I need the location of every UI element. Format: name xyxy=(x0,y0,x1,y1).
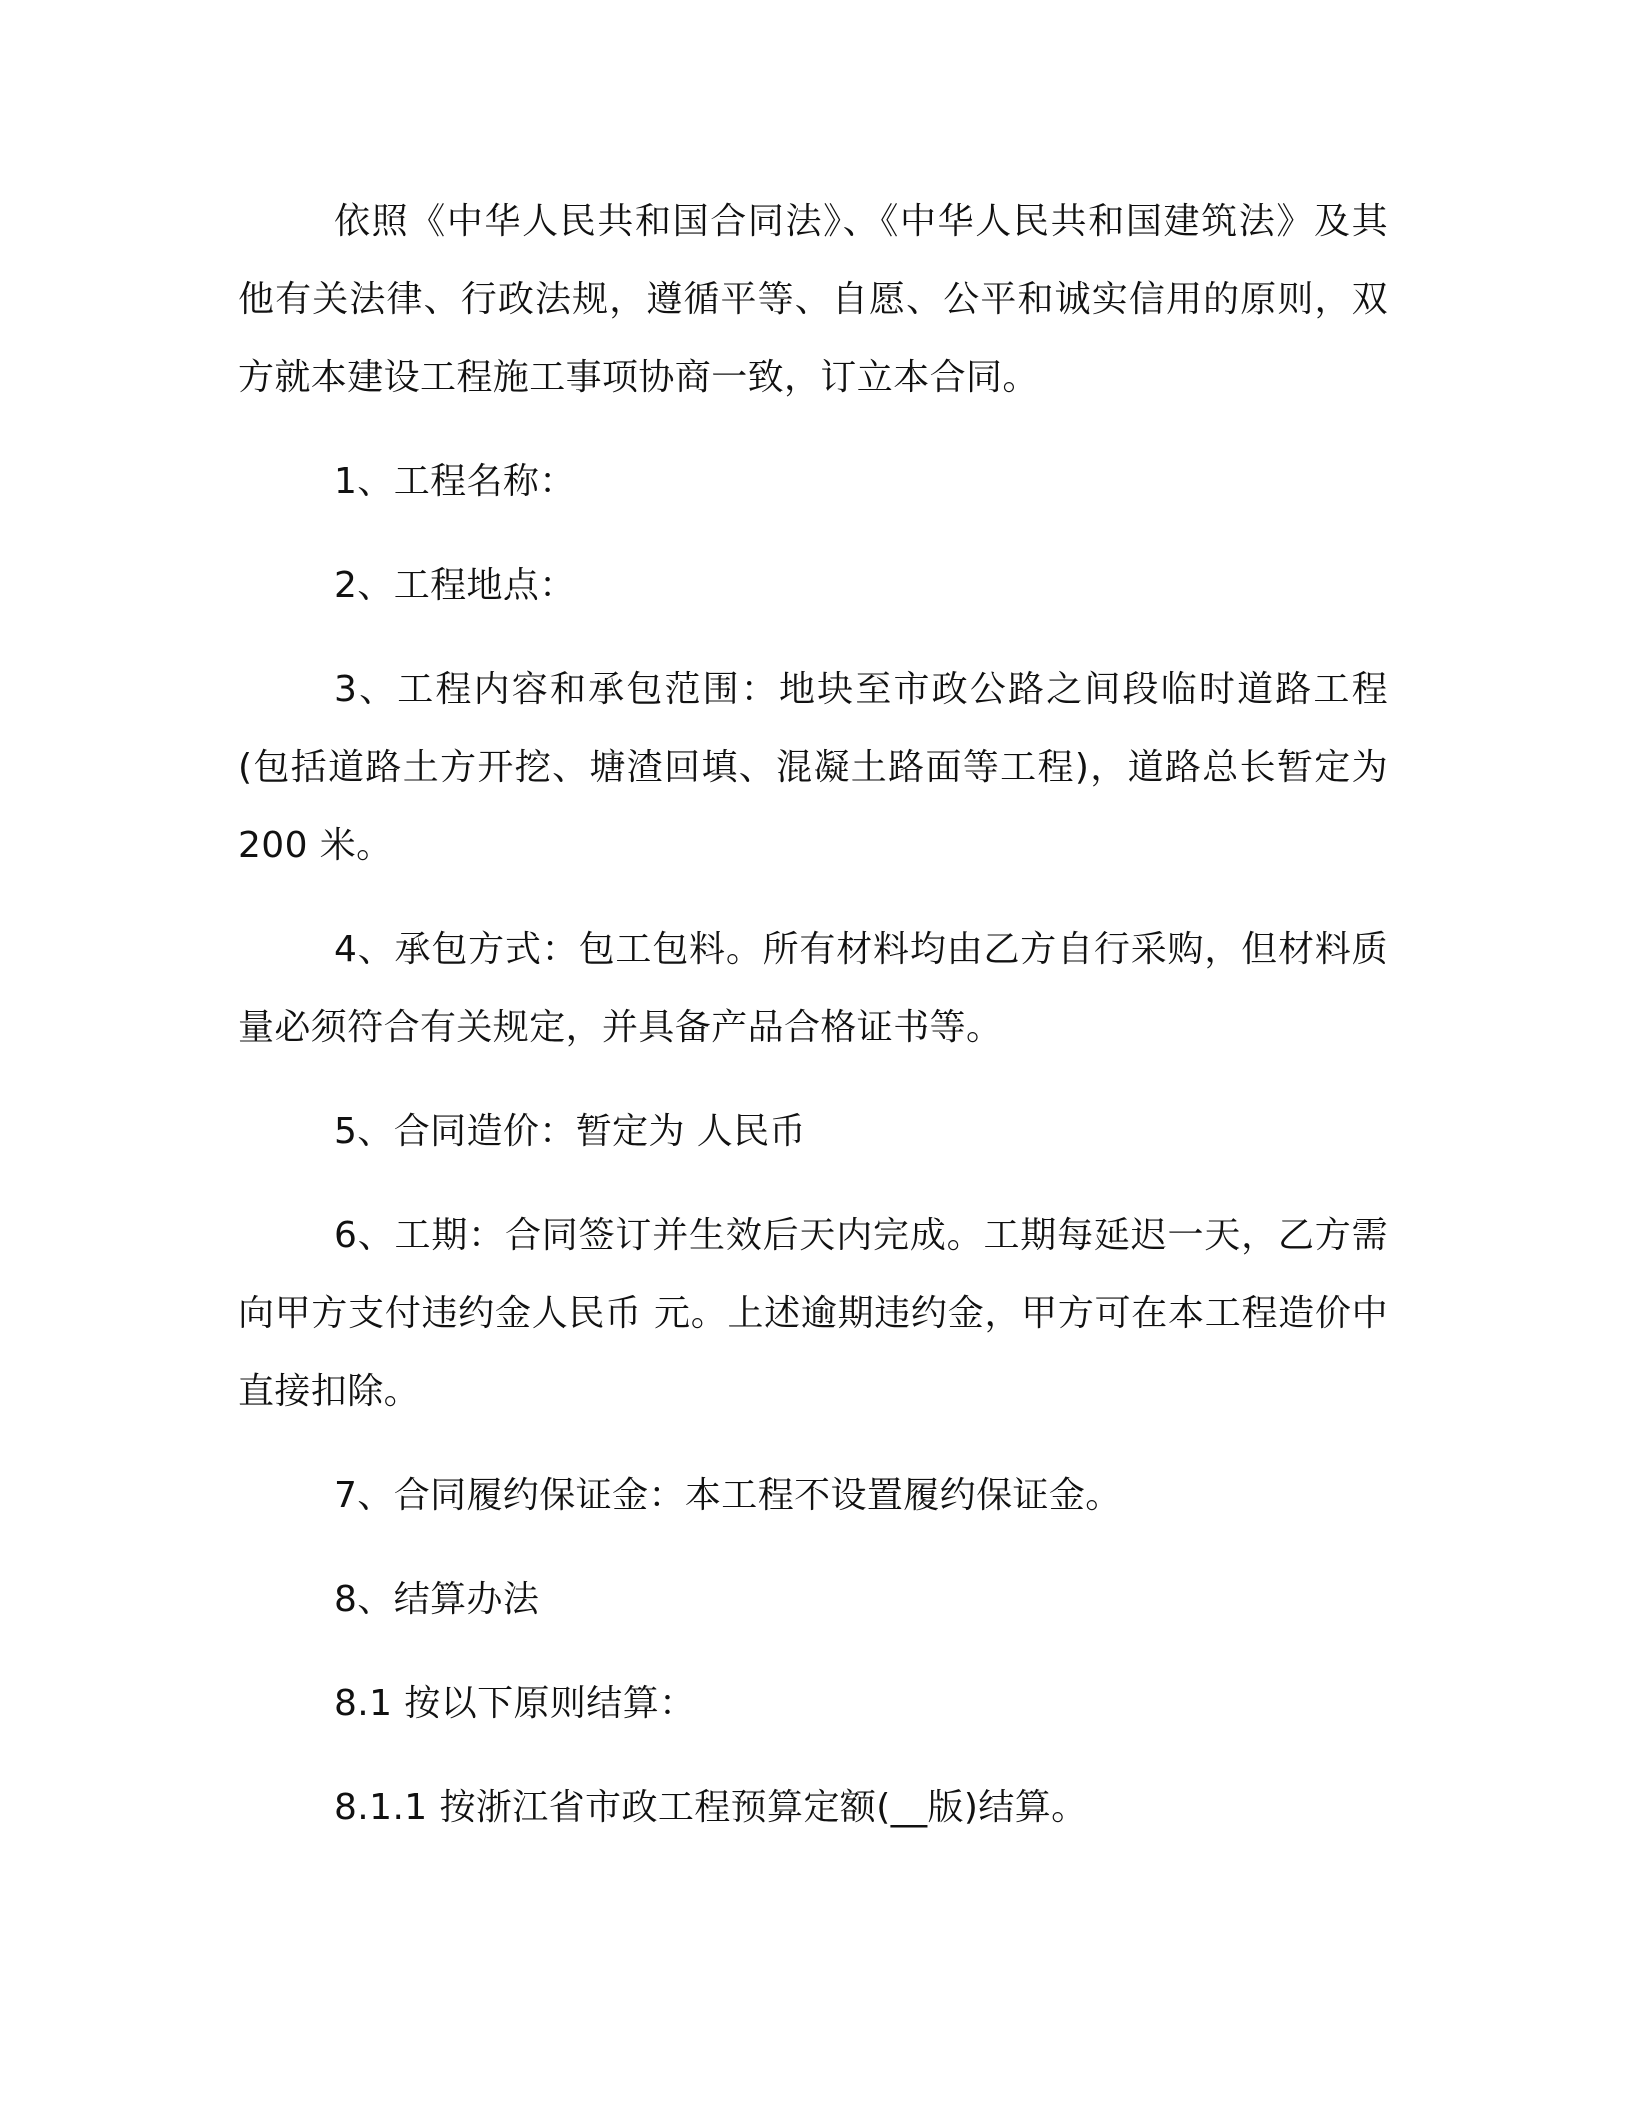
clause-contract-method: 4、承包方式：包工包料。所有材料均由乙方自行采购，但材料质量必须符合有关规定，并具备产品合格证书等。 xyxy=(238,929,1388,1048)
clause-construction-period: 6、工期：合同签订并生效后天内完成。工期每延迟一天，乙方需向甲方支付违约金人民币 元。上述逾期违约金，甲方可在本工程造价中直接扣除。 xyxy=(238,1215,1388,1412)
clause-project-location: 2、工程地点： xyxy=(334,565,576,606)
clause-settlement-method: 8、结算办法 xyxy=(334,1579,540,1620)
clause-performance-bond: 7、合同履约保证金：本工程不设置履约保证金。 xyxy=(334,1475,1122,1516)
clause-project-scope: 3、工程内容和承包范围：地块至市政公路之间段临时道路工程(包括道路土方开挖、塘渣回填、混凝土路面等工程)，道路总长暂定为200 米。 xyxy=(238,669,1388,866)
clause-project-name: 1、工程名称： xyxy=(334,461,576,502)
document-page xyxy=(238,183,1388,1873)
clause-settlement-quota: 8.1.1 按浙江省市政工程预算定额(__版)结算。 xyxy=(334,1787,1088,1828)
clause-settlement-principle: 8.1 按以下原则结算： xyxy=(334,1683,696,1724)
contract-preamble: 依照《中华人民共和国合同法》、《中华人民共和国建筑法》及其他有关法律、行政法规，遵循平等、自愿、公平和诚实信用的原则，双方就本建设工程施工事项协商一致，订立本合同。 xyxy=(238,201,1388,398)
clause-contract-price: 5、合同造价：暂定为 人民币 xyxy=(334,1111,806,1152)
